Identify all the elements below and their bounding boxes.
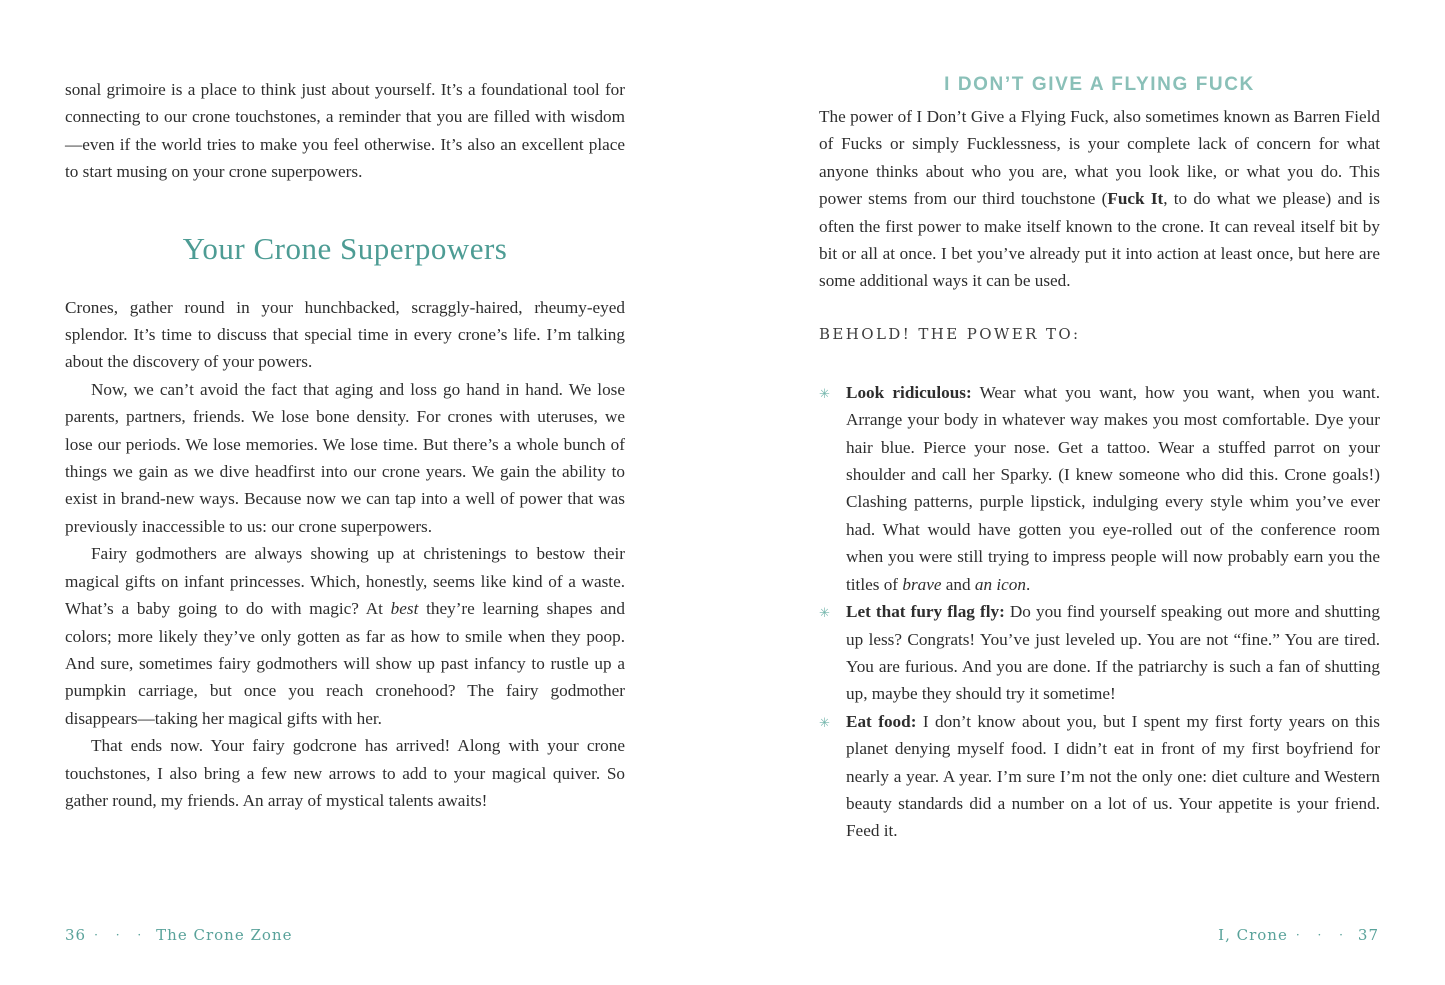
paragraph: Now, we can’t avoid the fact that aging and loss go hand in hand. We lose parents, partners, friends. We lose bone density. For crones with uteruses, we lose our periods. We lose memories. We lose time. But there’s a whole bunch of things we gain as we dive headfirst into our crone years. We gain the ability to exist in brand-new ways. Because now we can tap into a well of power that was previously inaccessible to us: our crone superpowers. [65,379,625,536]
running-title: I, Crone [1218,926,1288,944]
asterisk-bullet-icon: ✳ [819,714,830,730]
page-footer-right [1218,926,1379,944]
list-item-text: Eat food: I don’t know about you, but I spent my first forty years on this planet denying myself food. I didn’t eat in front of my first boyfriend for nearly a year. A year. I’m sure I’m not the only one: diet culture and Western beauty standards did a number on a lot of us. Your appetite is your friend. Feed it. [846,711,1380,841]
list-item [819,598,1380,708]
folio-dots: · · · [1295,928,1350,942]
asterisk-bullet-icon: ✳ [819,385,830,401]
list-item-text: Look ridiculous: Wear what you want, how you want, when you want. Arrange your body in whatever way makes you most comfortable. Dye your hair blue. Pierce your nose. Get a tattoo. Wear a stuffed parrot on your shoulder and call her Sparky. (I knew someone who did this. Crone goals!) Clashing patterns, purple lipstick, indulging every style whim you’ve ever had. What would have gotten you eye-rolled out of the conference room when you were still trying to impress people will now probably earn you the titles of brave and an icon. [846,382,1380,594]
list-item [819,708,1380,845]
section-heading: I DON’T GIVE A FLYING FUCK [944,74,1255,95]
chapter-heading: Your Crone Superpowers [182,230,508,266]
page-number: 36 [65,926,87,944]
asterisk-bullet-icon: ✳ [819,605,830,621]
paragraph-continued: sonal grimoire is a place to think just about yourself. It’s a foundational tool for connecting to our crone touchstones, a reminder that you are filled with wisdom—even if the world tries to make you feel otherwise. It’s also an excellent place to start musing on your crone superpowers. [65,80,625,182]
page-footer-left [65,926,292,944]
left-page [65,76,625,814]
paragraph: That ends now. Your fairy godcrone has arrived! Along with your crone touchstones, I also bring a few new arrows to add to your magical quiver. So gather round, my friends. An array of mystical talents awaits! [65,736,625,810]
running-title: The Crone Zone [156,926,293,944]
paragraph: Fairy godmothers are always showing up at christenings to bestow their magical gifts on infant princesses. Which, honestly, seems like kind of a waste. What’s a baby going to do with magic? At best they’re learning shapes and colors; more likely they’ve only gotten as far as how to smile when they poop. And sure, sometimes fairy godmothers will show up past infancy to rustle up a pumpkin carriage, but once you reach cronehood? The fairy godmother disappears—taking her magical gifts with her. [65,544,625,728]
folio-dots: · · · [94,928,149,942]
page-number: 37 [1357,926,1379,944]
right-page [819,74,1380,845]
paragraph: The power of I Don’t Give a Flying Fuck, also sometimes known as Barren Field of Fucks or simply Fucklessness, is your complete lack of concern for what anyone thinks about who you are, what you look like, or what you do. This power stems from our third touchstone (Fuck It, to do what we please) and is often the first power to make itself known to the crone. It can reveal itself bit by bit or all at once. I bet you’ve already put it into action at least once, but here are some additional ways it can be used. [819,107,1380,291]
list-item-text: Let that fury flag fly: Do you find yourself speaking out more and shutting up less? Congrats! You’ve just leveled up. You are not “fine.” You are tired. You are furious. And you are done. If the patriarchy is such a fan of shutting up, maybe they should try it sometime! [846,602,1380,704]
behold-label: BEHOLD! THE POWER TO: [819,324,1081,343]
power-list [819,379,1380,845]
list-item [819,379,1380,598]
paragraph: Crones, gather round in your hunchbacked, scraggly-haired, rheumy-eyed splendor. It’s time to discuss that special time in every crone’s life. I’m talking about the discovery of your powers. [65,297,625,372]
